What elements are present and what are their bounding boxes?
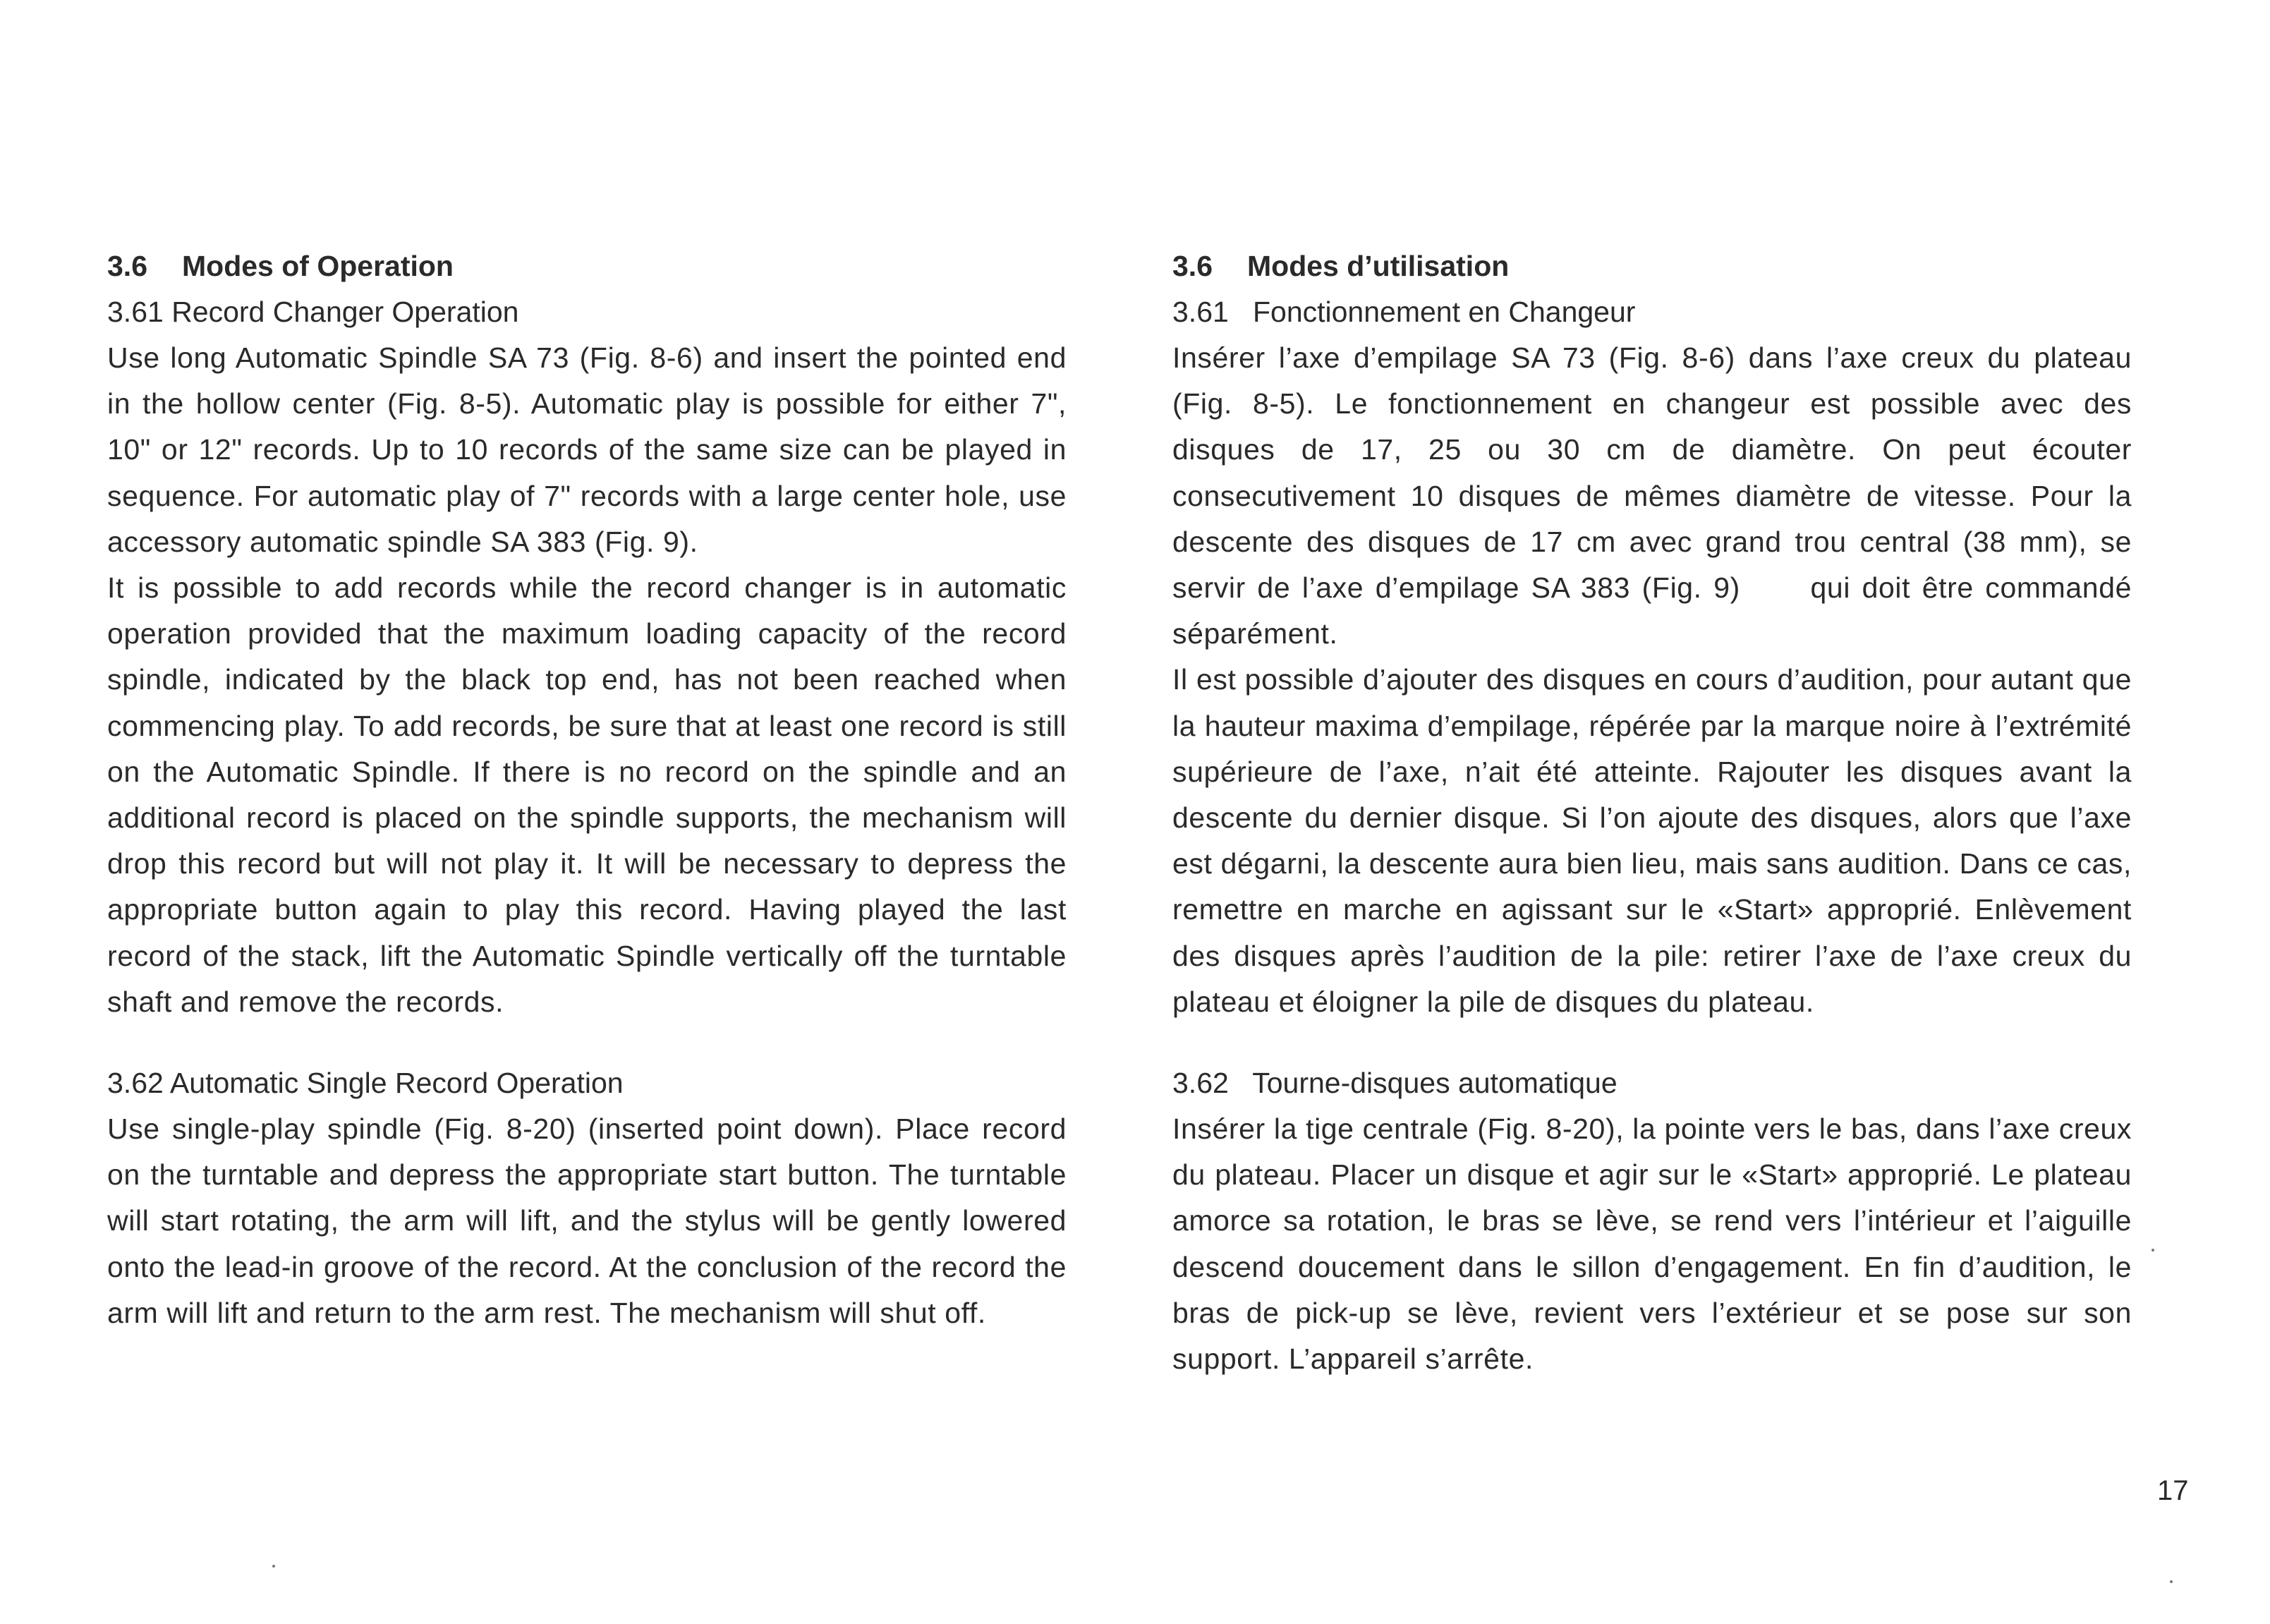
scan-speck bbox=[2151, 1249, 2154, 1252]
english-column bbox=[107, 243, 1067, 1336]
french-column bbox=[1172, 243, 2140, 1382]
paragraph-changer-setup-fr: Insérer l’axe d’empilage SA 73 (Fig. 8-6) dans l’axe creux du plateau (Fig. 8-5). Le fonctionnement en changeur est possible avec des disques de 17, 25 ou 30 cm de diamètre. On peut écouter consecutivement 10 disques de mêmes diamètre de vitesse. Pour la descente des disques de 17 cm avec grand trou central (38 mm), se servir de l’axe d’empilage SA 383 (Fig. 9) qui doit être commandé séparément. bbox=[1172, 341, 2140, 650]
section-heading-en bbox=[107, 243, 1067, 289]
paragraph-single-record-en: Use single-play spindle (Fig. 8-20) (inserted point down). Place record on the turntable and depress the appropriate start button. The turntable will start rotating, the arm will lift, and the stylus will be gently lowered onto the lead-in groove of the record. At the conclusion of the record the arm will lift and return to the arm rest. The mechanism will shut off. bbox=[107, 1113, 1067, 1329]
section-number-fr: 3.6 bbox=[1172, 250, 1213, 282]
page-number: 17 bbox=[2157, 1475, 2189, 1506]
subsection-heading-3-61-en: 3.61 Record Changer Operation bbox=[107, 296, 519, 328]
scan-speck bbox=[272, 1565, 275, 1568]
section-heading-fr bbox=[1172, 243, 2132, 289]
paragraph-changer-setup-en: Use long Automatic Spindle SA 73 (Fig. 8-6) and insert the pointed end in the hollow center (Fig. 8-5). Automatic play is possible for either 7", 10" or 12" records. Up to 10 records of the same size can be played in sequence. For automatic play of 7" records with a large center hole, use accessory automatic spindle SA 383 (Fig. 9). bbox=[107, 341, 1067, 558]
subsection-heading-3-61-fr: 3.61 Fonctionnement en Changeur bbox=[1172, 296, 1636, 328]
paragraph-single-record-fr: Insérer la tige centrale (Fig. 8-20), la pointe vers le bas, dans l’axe creux du plateau. Placer un disque et agir sur le «Start» approprié. Le plateau amorce sa rotation, le bras se lève, se rend vers l’intérieur et l’aiguille descend doucement dans le sillon d’engagement. En fin d’audition, le bras de pick-up se lève, revient vers l’extérieur et se pose sur son support. L’appareil s’arrête. bbox=[1172, 1113, 2132, 1376]
section-title-fr: Modes d’utilisation bbox=[1247, 250, 1510, 282]
subsection-heading-3-62-fr: 3.62 Tourne-disques automatique bbox=[1172, 1067, 1617, 1100]
scan-speck bbox=[2170, 1580, 2173, 1583]
paragraph-adding-records-fr: Il est possible d’ajouter des disques en cours d’audition, pour autant que la hauteur maxima d’empilage, répérée par la marque noire à l’extrémité supérieure de l’axe, n’ait été atteinte. Rajouter les disques avant la descente du dernier disque. Si l’on ajoute des disques, alors que l’axe est dégarni, la descente aura bien lieu, mais sans audition. Dans ce cas, remettre en marche en agissant sur le «Start» approprié. Enlèvement des disques après l’audition de la pile: retirer l’axe de l’axe creux du plateau et éloigner la pile de disques du plateau. bbox=[1172, 663, 2132, 1018]
section-title-en: Modes of Operation bbox=[182, 250, 454, 282]
subsection-heading-3-62-en: 3.62 Automatic Single Record Operation bbox=[107, 1067, 624, 1100]
paragraph-adding-records-en: It is possible to add records while the record changer is in automatic operation provided that the maximum loading capacity of the record spindle, indicated by the black top end, has not been reached when commencing play. To add records, be sure that at least one record is still on the Automatic Spindle. If there is no record on the spindle and an additional record is placed on the spindle supports, the mechanism will drop this record but will not play it. It will be necessary to depress the appropriate button again to play this record. Having played the last record of the stack, lift the Automatic Spindle vertically off the turntable shaft and remove the records. bbox=[107, 571, 1067, 1018]
section-number-en: 3.6 bbox=[107, 250, 147, 282]
